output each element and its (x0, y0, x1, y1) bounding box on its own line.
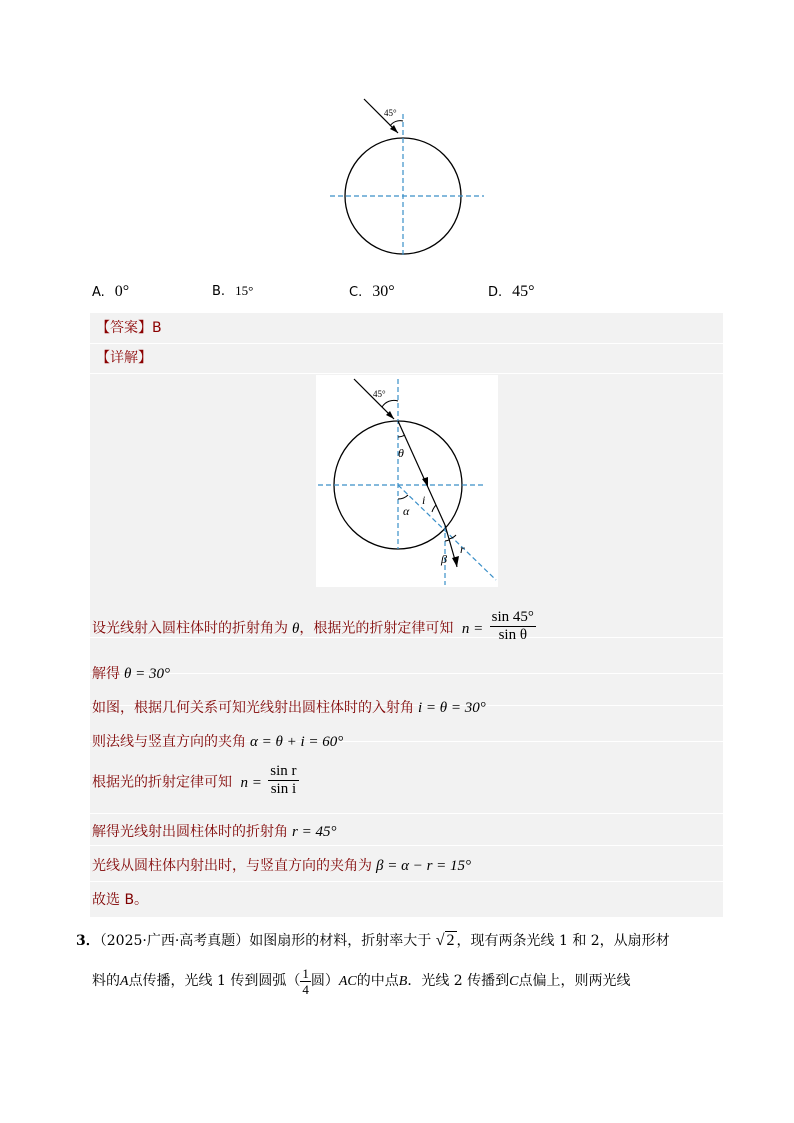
question-3-line-2: 料的A点传播，光线 1 传到圆弧（ $\frac{1}{4}$ 圆）AC的中点B．光线 2 传播到C点偏上，则两光线 (92, 965, 631, 997)
solution-line-8: 故选 B。 (92, 892, 149, 908)
r-label: r (460, 542, 465, 556)
solution-line-6: 解得光线射出圆柱体时的折射角 r = 45° (92, 824, 337, 840)
answer-options (92, 283, 712, 303)
sqrt-2: √ 2 (435, 932, 455, 949)
i-label: i (422, 493, 426, 507)
answer-line: 【答案】B (96, 320, 162, 336)
figure-1-cylinder-diagram (328, 94, 488, 260)
option-b[interactable]: B. 15° (212, 283, 254, 299)
fig2-angle-45-label: 45° (373, 389, 386, 399)
angle-45-label: 45° (384, 108, 397, 118)
option-c[interactable]: C. 30° (349, 283, 395, 300)
theta-label: θ (398, 446, 404, 460)
solution-line-4: 则法线与竖直方向的夹角 α = θ + i = 60° (92, 734, 344, 750)
solution-line-7: 光线从圆柱体内射出时，与竖直方向的夹角为 β = α − r = 15° (92, 858, 472, 874)
explain-tag: 【详解】 (96, 350, 152, 366)
solution-line-1: 设光线射入圆柱体时的折射角为 θ，根据光的折射定律可知 n = $\frac{\sin 45^\circ}{\text{sin θ}}$ (92, 609, 534, 643)
solution-line-2: 解得 θ = 30° (92, 666, 170, 682)
solution-line-3: 如图，根据几何关系可知光线射出圆柱体时的入射角 i = θ = 30° (92, 700, 486, 716)
option-a[interactable]: A. 0° (92, 283, 130, 300)
question-3-line-1: 3．（2025·广西·高考真题）如图扇形的材料，折射率大于 √ 2 ，现有两条光线 1 和 2，从扇形材 (76, 932, 670, 949)
beta-label: β (441, 552, 447, 566)
figure-2-refraction-diagram (316, 375, 498, 587)
solution-line-5: 根据光的折射定律可知 n = $\frac{\text{sin r}}{\text{sin i}}$ (92, 763, 297, 797)
question-3 (76, 921, 736, 1002)
option-d[interactable]: D. 45° (488, 283, 535, 300)
alpha-label: α (403, 504, 410, 518)
